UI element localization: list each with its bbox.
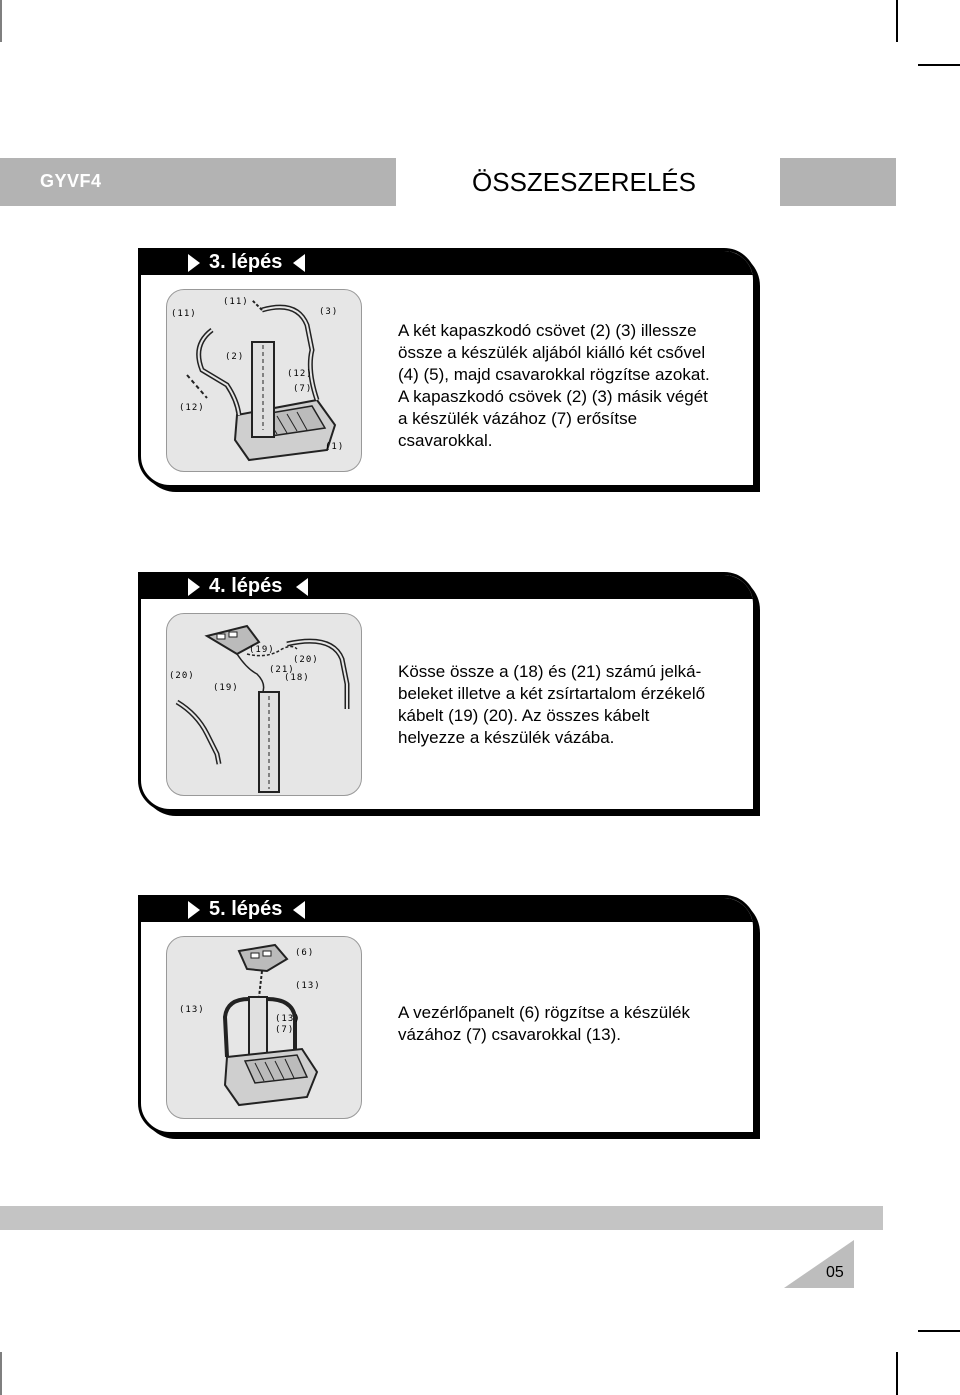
- callout-label: (6): [295, 948, 315, 958]
- callout-label: (20): [293, 655, 319, 665]
- page-number: 05: [826, 1264, 844, 1281]
- step-description-line: (4) (5), majd csavarokkal rögzítse azokat.: [398, 365, 710, 384]
- step-description-line: a készülék vázához (7) erősítse: [398, 409, 638, 428]
- step-description-line: Kösse össze a (18) és (21) számú jelká-: [398, 662, 702, 681]
- callout-label: (7): [275, 1025, 295, 1035]
- step-card-5: [138, 895, 756, 1135]
- arrow-left-icon: [293, 901, 305, 919]
- arrow-right-icon: [188, 254, 200, 272]
- step-illustration: [166, 936, 362, 1119]
- arrow-left-icon: [293, 254, 305, 272]
- step-description: [398, 320, 710, 452]
- step-description-line: A vezérlőpanelt (6) rögzítse a készülék: [398, 1003, 690, 1022]
- callout-label: (7): [293, 384, 313, 394]
- model-code: GYVF4: [40, 171, 102, 191]
- step-description: [398, 1002, 690, 1046]
- callout-label: (2): [225, 352, 245, 362]
- step-description-line: össze a készülék aljából kiálló két csővel: [398, 343, 706, 362]
- callout-label: (1): [325, 442, 345, 452]
- callout-label: (13): [295, 981, 321, 991]
- crop-mark: [0, 0, 2, 42]
- step-label: 5. lépés: [209, 898, 283, 920]
- callout-label: (11): [223, 297, 249, 307]
- callout-label: (13): [179, 1005, 205, 1015]
- callout-label: (20): [169, 671, 195, 681]
- callout-label: (11): [171, 309, 197, 319]
- callout-label: (19): [249, 645, 275, 655]
- callout-label: (21): [269, 665, 295, 675]
- step-description-line: csavarokkal.: [398, 431, 493, 450]
- callout-label: (12): [287, 369, 313, 379]
- callout-label: (12): [179, 403, 205, 413]
- step-description-line: A két kapaszkodó csövet (2) (3) illessze: [398, 321, 697, 340]
- callout-label: (13): [275, 1014, 301, 1024]
- callout-label: (18): [284, 673, 310, 683]
- crop-mark: [0, 1352, 2, 1395]
- step-label: 3. lépés: [209, 251, 283, 273]
- step-description-line: helyezze a készülék vázába.: [398, 728, 615, 747]
- footer-bar: [0, 1206, 883, 1230]
- header-right-bar: [780, 158, 896, 206]
- arrow-left-icon: [296, 578, 308, 596]
- step-description-line: A kapaszkodó csövek (2) (3) másik végét: [398, 387, 708, 406]
- arrow-right-icon: [188, 901, 200, 919]
- step-card-4: [138, 572, 756, 812]
- step-description-line: kábelt (19) (20). Az összes kábelt: [398, 706, 650, 725]
- step-card-3: [138, 248, 756, 488]
- step-description: [398, 661, 705, 749]
- callout-label: (19): [213, 683, 239, 693]
- page-title: ÖSSZESZERELÉS: [472, 167, 696, 197]
- step-description-line: beleket illetve a két zsírtartalom érzékelő: [398, 684, 706, 703]
- arrow-right-icon: [188, 578, 200, 596]
- crop-mark: [918, 64, 960, 66]
- crop-mark: [896, 1352, 898, 1395]
- callout-label: (3): [319, 307, 339, 317]
- step-illustration: [166, 613, 362, 796]
- step-description-line: vázához (7) csavarokkal (13).: [398, 1025, 621, 1044]
- crop-mark: [918, 1330, 960, 1332]
- crop-mark: [896, 0, 898, 42]
- step-label: 4. lépés: [209, 575, 283, 597]
